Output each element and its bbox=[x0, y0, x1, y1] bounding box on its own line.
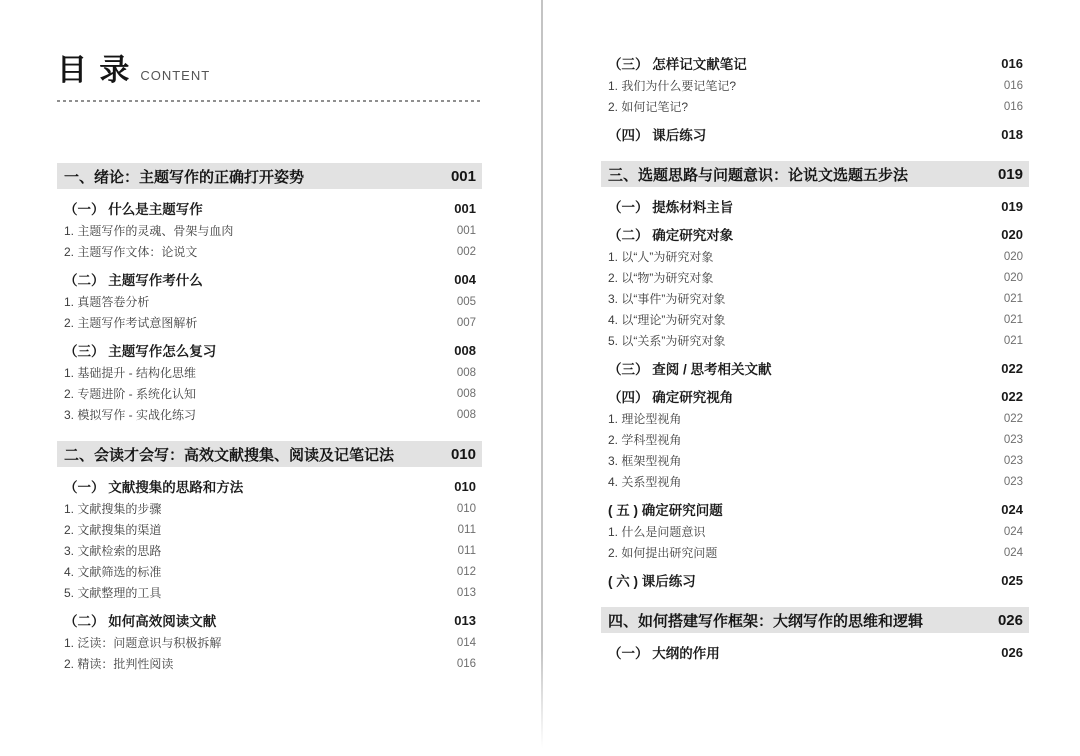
toc-item-title: 2. 如何记笔记? bbox=[608, 100, 689, 114]
chapter-heading-row bbox=[601, 607, 1029, 633]
toc-item-page-number: 024 bbox=[1003, 546, 1023, 559]
section-heading-row bbox=[601, 498, 1029, 520]
toc-item-page-number: 011 bbox=[457, 544, 476, 557]
toc-item-page-number: 016 bbox=[1003, 79, 1023, 92]
toc-item-title: 5. 文献整理的工具 bbox=[64, 586, 162, 600]
toc-item-page-number: 010 bbox=[456, 502, 476, 515]
section-title: ( 五 ) 确定研究问题 bbox=[608, 503, 723, 518]
toc-item-page-number: 013 bbox=[456, 586, 476, 599]
toc-item-row bbox=[57, 291, 482, 312]
toc-item-row bbox=[57, 312, 482, 333]
toc-item-page-number: 001 bbox=[456, 224, 476, 237]
toc-item-title: 2. 学科型视角 bbox=[608, 433, 682, 447]
toc-item-title: 1. 我们为什么要记笔记? bbox=[608, 79, 737, 93]
toc-item-row bbox=[57, 404, 482, 425]
toc-item-page-number: 024 bbox=[1003, 525, 1023, 538]
toc-item-title: 2. 精读：批判性阅读 bbox=[64, 657, 174, 671]
section-heading-row bbox=[57, 339, 482, 361]
toc-item-title: 3. 模拟写作 - 实战化练习 bbox=[64, 408, 197, 422]
toc-item-row bbox=[57, 582, 482, 603]
toc-list-right bbox=[601, 52, 1029, 663]
chapter-page-number: 026 bbox=[997, 611, 1023, 629]
toc-item-row bbox=[57, 519, 482, 540]
section-heading-row bbox=[601, 195, 1029, 217]
toc-item-page-number: 012 bbox=[456, 565, 476, 578]
toc-item-page-number: 021 bbox=[1003, 292, 1023, 305]
section-heading-row bbox=[57, 268, 482, 290]
toc-item-title: 3. 以“事件”为研究对象 bbox=[608, 292, 726, 306]
toc-item-page-number: 022 bbox=[1003, 412, 1023, 425]
toc-item-row bbox=[601, 450, 1029, 471]
toc-item-page-number: 016 bbox=[1003, 100, 1023, 113]
toc-item-title: 5. 以“关系”为研究对象 bbox=[608, 334, 726, 348]
toc-item-page-number: 020 bbox=[1003, 250, 1023, 263]
toc-item-title: 1. 以“人”为研究对象 bbox=[608, 250, 714, 264]
toc-item-row bbox=[57, 653, 482, 674]
toc-item-row bbox=[601, 521, 1029, 542]
toc-list-left bbox=[57, 163, 482, 674]
toc-item-title: 3. 文献检索的思路 bbox=[64, 544, 162, 558]
toc-item-title: 1. 基础提升 - 结构化思维 bbox=[64, 366, 197, 380]
toc-item-row bbox=[57, 561, 482, 582]
section-heading-row bbox=[601, 385, 1029, 407]
toc-item-title: 4. 关系型视角 bbox=[608, 475, 682, 489]
toc-title: 目 录 bbox=[57, 54, 132, 87]
chapter-page-number: 001 bbox=[450, 167, 476, 185]
section-heading-row bbox=[601, 641, 1029, 663]
toc-item-row bbox=[601, 96, 1029, 117]
section-title: （二） 主题写作考什么 bbox=[64, 273, 203, 288]
toc-item-page-number: 002 bbox=[456, 245, 476, 258]
section-heading-row bbox=[57, 609, 482, 631]
toc-item-row bbox=[57, 498, 482, 519]
section-page-number: 018 bbox=[1001, 126, 1023, 142]
chapter-title: 一、绪论：主题写作的正确打开姿势 bbox=[64, 168, 305, 186]
toc-item-title: 1. 什么是问题意识 bbox=[608, 525, 706, 539]
section-page-number: 019 bbox=[1001, 198, 1023, 214]
section-page-number: 020 bbox=[1001, 226, 1023, 242]
section-title: （一） 文献搜集的思路和方法 bbox=[64, 480, 244, 495]
toc-item-title: 2. 主题写作文体：论说文 bbox=[64, 245, 198, 259]
toc-item-page-number: 008 bbox=[456, 366, 476, 379]
toc-column-left bbox=[57, 0, 482, 674]
chapter-title: 三、选题思路与问题意识：论说文选题五步法 bbox=[608, 166, 909, 184]
section-heading-row bbox=[601, 569, 1029, 591]
section-page-number: 026 bbox=[1001, 644, 1023, 660]
toc-item-page-number: 016 bbox=[456, 657, 476, 670]
toc-header bbox=[57, 0, 482, 102]
chapter-heading-row bbox=[57, 441, 482, 467]
dotted-rule bbox=[57, 100, 482, 102]
section-page-number: 022 bbox=[1001, 360, 1023, 376]
section-title: （三） 主题写作怎么复习 bbox=[64, 344, 217, 359]
toc-item-title: 2. 以“物”为研究对象 bbox=[608, 271, 714, 285]
toc-item-row bbox=[601, 309, 1029, 330]
toc-item-row bbox=[601, 330, 1029, 351]
chapter-heading-row bbox=[601, 161, 1029, 187]
toc-item-page-number: 007 bbox=[456, 316, 476, 329]
section-title: ( 六 ) 课后练习 bbox=[608, 574, 696, 589]
toc-title-en: CONTENT bbox=[140, 68, 211, 83]
chapter-heading-row bbox=[57, 163, 482, 189]
section-title: （一） 什么是主题写作 bbox=[64, 202, 203, 217]
section-heading-row bbox=[601, 123, 1029, 145]
toc-item-page-number: 023 bbox=[1003, 475, 1023, 488]
toc-item-row bbox=[57, 241, 482, 262]
chapter-page-number: 019 bbox=[997, 165, 1023, 183]
toc-item-title: 1. 文献搜集的步骤 bbox=[64, 502, 162, 516]
chapter-page-number: 010 bbox=[450, 445, 476, 463]
section-page-number: 001 bbox=[454, 200, 476, 216]
toc-item-title: 2. 专题进阶 - 系统化认知 bbox=[64, 387, 197, 401]
toc-item-title: 1. 真题答卷分析 bbox=[64, 295, 150, 309]
toc-item-title: 1. 主题写作的灵魂、骨架与血肉 bbox=[64, 224, 234, 238]
toc-item-page-number: 021 bbox=[1003, 334, 1023, 347]
toc-item-row bbox=[601, 246, 1029, 267]
toc-item-page-number: 011 bbox=[457, 523, 476, 536]
toc-item-row bbox=[57, 383, 482, 404]
toc-item-page-number: 005 bbox=[456, 295, 476, 308]
section-page-number: 024 bbox=[1001, 501, 1023, 517]
toc-item-page-number: 014 bbox=[456, 636, 476, 649]
toc-item-page-number: 008 bbox=[456, 408, 476, 421]
toc-item-page-number: 023 bbox=[1003, 454, 1023, 467]
toc-item-row bbox=[601, 288, 1029, 309]
section-title: （三） 怎样记文献笔记 bbox=[608, 57, 747, 72]
toc-item-row bbox=[57, 540, 482, 561]
toc-item-page-number: 023 bbox=[1003, 433, 1023, 446]
section-title: （三） 查阅 / 思考相关文献 bbox=[608, 362, 772, 377]
section-title: （四） 确定研究视角 bbox=[608, 390, 734, 405]
toc-item-title: 1. 泛读：问题意识与积极拆解 bbox=[64, 636, 222, 650]
chapter-title: 四、如何搭建写作框架：大纲写作的思维和逻辑 bbox=[608, 612, 924, 630]
toc-item-title: 2. 主题写作考试意图解析 bbox=[64, 316, 198, 330]
toc-item-page-number: 020 bbox=[1003, 271, 1023, 284]
toc-item-page-number: 021 bbox=[1003, 313, 1023, 326]
section-page-number: 008 bbox=[454, 342, 476, 358]
toc-item-page-number: 008 bbox=[456, 387, 476, 400]
section-heading-row bbox=[601, 52, 1029, 74]
toc-item-row bbox=[601, 75, 1029, 96]
section-page-number: 025 bbox=[1001, 572, 1023, 588]
chapter-title: 二、会读才会写：高效文献搜集、阅读及记笔记法 bbox=[64, 446, 395, 464]
section-title: （一） 提炼材料主旨 bbox=[608, 200, 734, 215]
section-heading-row bbox=[57, 197, 482, 219]
section-page-number: 004 bbox=[454, 271, 476, 287]
toc-item-row bbox=[57, 220, 482, 241]
toc-item-row bbox=[601, 267, 1029, 288]
section-title: （二） 确定研究对象 bbox=[608, 228, 734, 243]
section-heading-row bbox=[57, 475, 482, 497]
toc-item-title: 4. 文献筛选的标准 bbox=[64, 565, 162, 579]
section-page-number: 016 bbox=[1001, 55, 1023, 71]
section-page-number: 022 bbox=[1001, 388, 1023, 404]
section-heading-row bbox=[601, 357, 1029, 379]
toc-item-title: 2. 如何提出研究问题 bbox=[608, 546, 718, 560]
column-divider bbox=[541, 0, 543, 756]
toc-item-row bbox=[601, 429, 1029, 450]
section-page-number: 010 bbox=[454, 478, 476, 494]
section-title: （四） 课后练习 bbox=[608, 128, 707, 143]
toc-column-right bbox=[601, 0, 1029, 664]
toc-item-title: 1. 理论型视角 bbox=[608, 412, 682, 426]
toc-item-row bbox=[601, 408, 1029, 429]
section-heading-row bbox=[601, 223, 1029, 245]
section-title: （一） 大纲的作用 bbox=[608, 646, 720, 661]
section-page-number: 013 bbox=[454, 612, 476, 628]
toc-item-title: 2. 文献搜集的渠道 bbox=[64, 523, 162, 537]
toc-item-title: 4. 以“理论”为研究对象 bbox=[608, 313, 726, 327]
toc-item-row bbox=[601, 471, 1029, 492]
toc-item-title: 3. 框架型视角 bbox=[608, 454, 682, 468]
toc-item-row bbox=[57, 632, 482, 653]
toc-item-row bbox=[601, 542, 1029, 563]
toc-item-row bbox=[57, 362, 482, 383]
section-title: （二） 如何高效阅读文献 bbox=[64, 614, 217, 629]
